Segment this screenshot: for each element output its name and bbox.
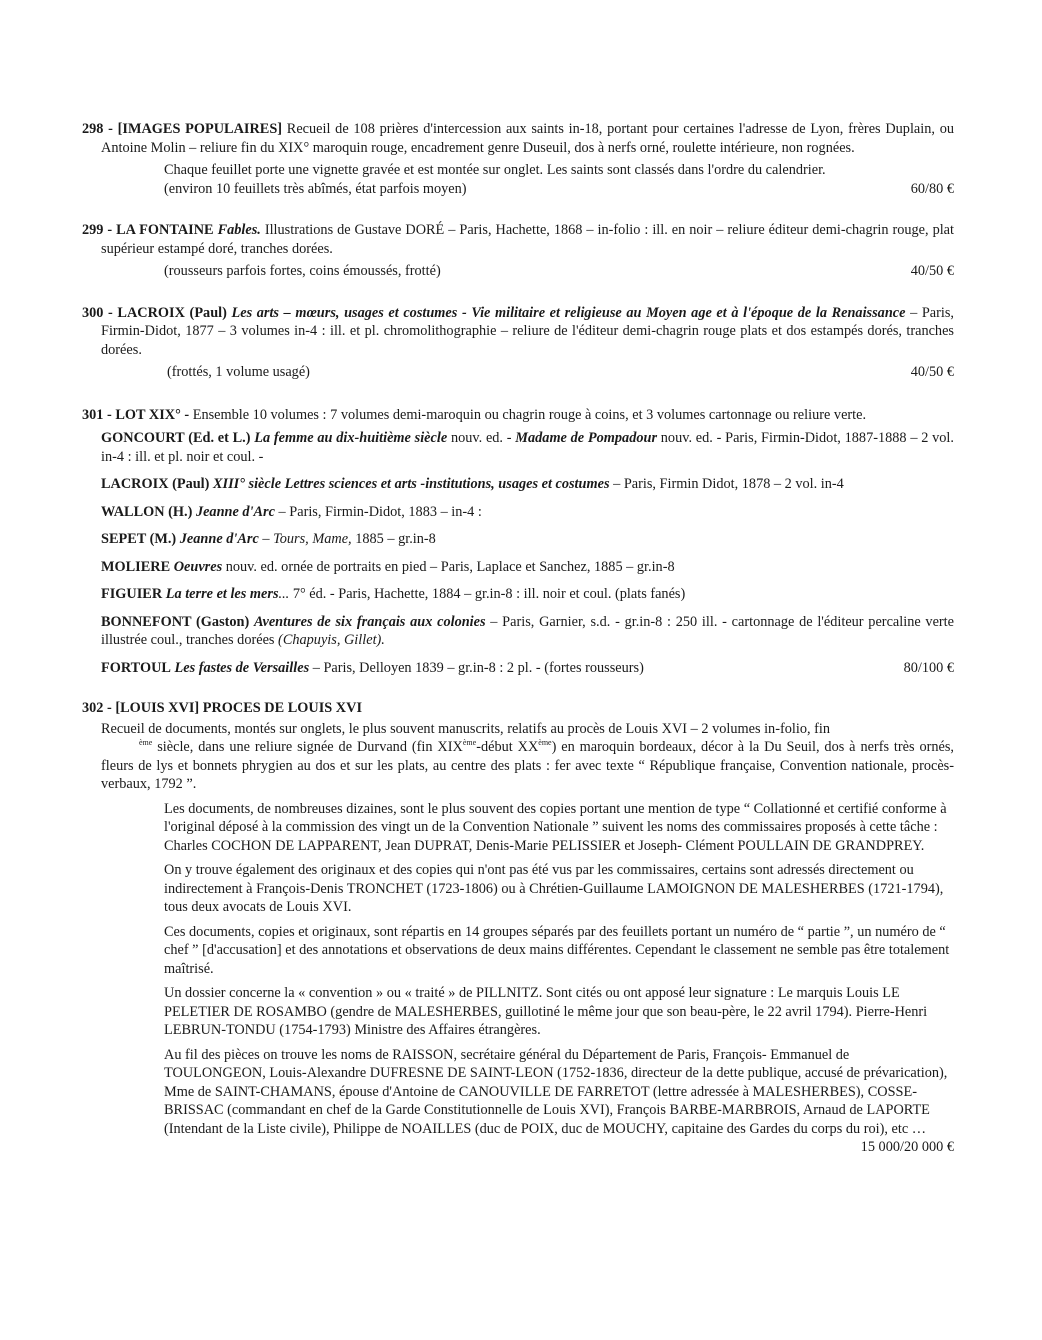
lot-number: 299 - LA FONTAINE: [82, 222, 214, 238]
lot-title: Fables.: [217, 222, 261, 238]
lot-entry-bonnefont: BONNEFONT (Gaston) Aventures de six français aux colonies – Paris, Garnier, s.d. - gr.in-8 : 250 ill. - cartonnage de l'éditeur percaline verte illustrée coul., tranches dorées (Chapuyis, Gillet).: [101, 613, 955, 648]
lot-paragraph: Ces documents, copies et originaux, sont répartis en 14 groupes séparés par des feuillets portant un numéro de “ partie ”, un numéro de “ chef ” [d'accusation] et des annotations et observations de deux mains différentes. Cependant le classement ne semble pas être totalement maîtrisé.: [164, 923, 950, 977]
lot-title: Les arts – mœurs, usages et costumes - Vie militaire et religieuse au Moyen age et à l'époque de la Renaissance: [231, 304, 906, 321]
lot-entry-sepet: SEPET (M.) Jeanne d'Arc – Tours, Mame, 1885 – gr.in-8: [101, 531, 436, 547]
lot-description: Recueil de documents, montés sur onglets, le plus souvent manuscrits, relatifs au procès de Louis XVI – 2 volumes in-folio, fin $^{ème}$ siècle, dans une reliure signée de Durvand (fin XIXème-début XXème) en maroquin bordeaux, décor à la Du Seuil, dos à nerfs très ornés, fleurs de lys et bonnets phrygien au dos et sur les plats, au centre des plats : fer avec texte “ République française, Convention nationale, procès-verbaux, 1792 ”.: [101, 720, 955, 792]
lot-paragraph: Les documents, de nombreuses dizaines, sont le plus souvent des copies portant une mention de type “ Collationné et certifié conforme à l'original déposé à la commission des vingt un de la Convention Nationale ” suivent les noms des commissaires proposés à cette tâche : Charles COCHON DE LAPPARENT, Jean DUPRAT, Denis-Marie PELISSIER et Joseph- Clément POULLAIN DE GRANDPREY.: [164, 800, 947, 854]
lot-price: 80/100 €: [903, 659, 954, 676]
lot-302: [82, 699, 955, 1155]
lot-entry-moliere: MOLIERE Oeuvres nouv. ed. ornée de portraits en pied – Paris, Laplace et Sanchez, 1885 – gr.in-8: [101, 558, 675, 575]
lot-number: 301 - LOT XIX° -: [82, 406, 190, 423]
lot-description: – Paris, Firmin-Didot, 1877 – 3 volumes in-4 : ill. et pl. chromolithographie – reliure de l'éditeur demi-chagrin rouge plats et dos estampés dorés, tranches dorées.: [101, 304, 955, 358]
lot-entry-wallon: WALLON (H.) Jeanne d'Arc – Paris, Firmin-Didot, 1883 – in-4 :: [101, 503, 482, 520]
lot-number: 302 - [LOUIS XVI] PROCES DE LOUIS XVI: [82, 700, 363, 716]
lot-condition: (environ 10 feuillets très abîmés, état parfois moyen): [164, 180, 467, 197]
lot-price: 15 000/20 000 €: [860, 1139, 954, 1155]
lot-price: 60/80 €: [910, 180, 954, 197]
lot-299: [82, 221, 954, 281]
lot-entry-figuier: FIGUIER La terre et les mers... 7° éd. - Paris, Hachette, 1884 – gr.in-8 : ill. noir et coul. (plats fanés): [101, 586, 686, 602]
lot-entry-lacroix: LACROIX (Paul) XIII° siècle Lettres sciences et arts -institutions, usages et costumes – Paris, Firmin Didot, 1878 – 2 vol. in-4: [101, 476, 844, 492]
lot-condition: (rousseurs parfois fortes, coins émoussés, frotté): [164, 263, 441, 279]
lot-note: Chaque feuillet porte une vignette gravée et est montée sur onglet. Les saints sont classés dans l'ordre du calendrier.: [164, 162, 826, 178]
lot-300: [82, 304, 954, 382]
lot-entry-fortoul: FORTOUL Les fastes de Versailles – Paris, Delloyen 1839 – gr.in-8 : 2 pl. - (fortes rousseurs) 80/100 €: [101, 659, 954, 676]
lot-condition: (frottés, 1 volume usagé): [167, 364, 310, 380]
lot-301: [82, 406, 954, 678]
lot-paragraph: Au fil des pièces on trouve les noms de RAISSON, secrétaire général du Département de Paris, François- Emmanuel de TOULONGEON, Louis-Alexandre DUFRESNE DE SAINT-LEON (1752-1836, directeur de la dette publique, accusé de prévarication), Mme de SAINT-CHAMANS, épouse d'Antoine de CANOUVILLE DE FARRETOT (lettre adressée à MALESHERBES), COSSE-BRISSAC (commandant en chef de la Garde Constitutionnelle de Louis XVI), François BARBE-MARBROIS, Arnaud de LAPORTE (Intendant de la Liste civile), Philippe de NOAILLES (duc de POIX, duc de MOUCHY, capitaine des Gardes du corps du roi), etc … 15 000/20 000 €: [164, 1046, 954, 1155]
lot-description: Recueil de 108 prières d'intercession aux saints in-18, portant pour certaines l'adresse de Lyon, frères Duplain, ou Antoine Molin – reliure fin du XIX° maroquin rouge, encadrement genre Duseuil, dos à nerfs orné, roulette intérieure, non rognées.: [101, 121, 954, 156]
lot-number: 298 - [IMAGES POPULAIRES]: [82, 121, 283, 137]
catalogue-page: [82, 120, 954, 1157]
lot-paragraph: On y trouve également des originaux et des copies qui n'ont pas été vus par les commissaires, certains sont adressés directement ou indirectement à François-Denis TRONCHET (1723-1806) ou à Chrétien-Guillaume LAMOIGNON DE MALESHERBES (1721-1794), tous deux avocats de Louis XVI.: [164, 862, 944, 915]
lot-description: Ensemble 10 volumes : 7 volumes demi-maroquin ou chagrin rouge à coins, et 3 volumes cartonnage ou reliure verte.: [189, 406, 867, 423]
lot-description: Illustrations de Gustave DORÉ – Paris, Hachette, 1868 – in-folio : ill. en noir – reliure éditeur demi-chagrin rouge, plat supérieur estampé doré, tranches dorées.: [101, 222, 955, 257]
lot-price: 40/50 €: [910, 364, 954, 380]
lot-price: 40/50 €: [910, 263, 954, 279]
lot-number: 300 - LACROIX (Paul): [82, 304, 227, 321]
lot-298: [82, 120, 954, 198]
lot-paragraph: Un dossier concerne la « convention » ou « traité » de PILLNITZ. Sont cités ou ont apposé leur signature : Le marquis Louis LE PELETIER DE ROSAMBO (gendre de MALESHERBES, guillotiné le même jour que son beau-père, le 22 avril 1794). Pierre-Henri LEBRUN-TONDU (1754-1793) Ministre des Affaires étrangères.: [164, 985, 928, 1038]
lot-entry-goncourt: GONCOURT (Ed. et L.) La femme au dix-huitième siècle nouv. ed. - Madame de Pompadour nouv. ed. - Paris, Firmin-Didot, 1887-1888 – 2 vol. in-4 : ill. et pl. noir et coul. -: [101, 430, 954, 465]
